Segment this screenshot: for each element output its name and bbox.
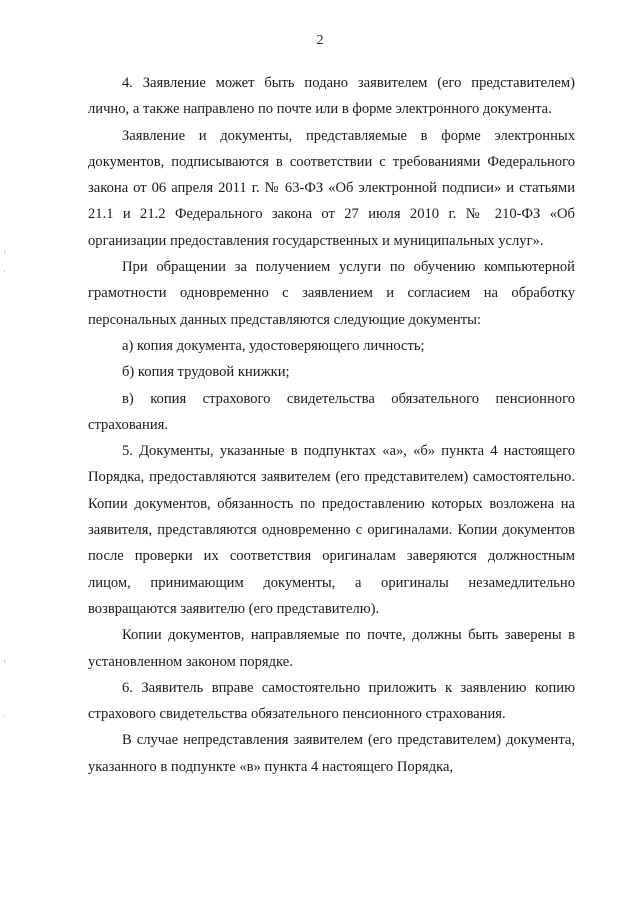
page-number: 2 xyxy=(316,33,324,48)
document-body xyxy=(88,70,575,780)
paragraph-postal-copies: Копии документов, направляемые по почте, должны быть заверены в установленном законом порядке. xyxy=(88,627,575,670)
list-item-b: б) копия трудовой книжки; xyxy=(122,364,290,381)
paragraph-item-6: 6. Заявитель вправе самостоятельно приложить к заявлению копию страхового свидетельства обязательного пенсионного страхования. xyxy=(88,679,575,723)
paragraph-electronic-signature: Заявление и документы, представляемые в форме электронных документов, подписываются в соответствии с требованиями Федерального закона от 06 апреля 2011 г. № 63-ФЗ «Об электронной подписи» и статьями 21.1 и 21.2 Федерального закона от 27 июля 2010 г. № 210-ФЗ «Об организации предоставления государственных и муниципальных услуг». xyxy=(88,127,575,249)
scan-edge-mark xyxy=(4,250,5,253)
paragraph-item-5: 5. Документы, указанные в подпунктах «а», «б» пункта 4 настоящего Порядка, предоставляются заявителем (его представителем) самостоятельно. Копии документов, обязанность по предоставлению которых возложена на заявителя, представляются одновременно с оригиналами. Копии документов после проверки их соответствия оригиналам заверяются должностным лицом, принимающим документы, а оригиналы незамедлительно возвращаются заявителю (его представителю). xyxy=(88,443,575,617)
scan-edge-mark xyxy=(4,715,5,717)
list-item-a: а) копия документа, удостоверяющего личность; xyxy=(122,337,425,354)
list-item-v: в) копия страхового свидетельства обязательного пенсионного страхования. xyxy=(88,390,575,433)
paragraph-item-4: 4. Заявление может быть подано заявителем (его представителем) лично, а также направлено по почте или в форме электронного документа. xyxy=(88,75,575,118)
scan-edge-mark xyxy=(4,270,5,272)
scan-edge-mark xyxy=(4,660,5,663)
paragraph-required-documents: При обращении за получением услуги по обучению компьютерной грамотности одновременно с заявлением и согласием на обработку персональных данных представляются следующие документы: xyxy=(88,259,575,328)
paragraph-non-submission: В случае непредставления заявителем (его представителем) документа, указанного в подпункте «в» пункта 4 настоящего Порядка, xyxy=(88,732,575,775)
